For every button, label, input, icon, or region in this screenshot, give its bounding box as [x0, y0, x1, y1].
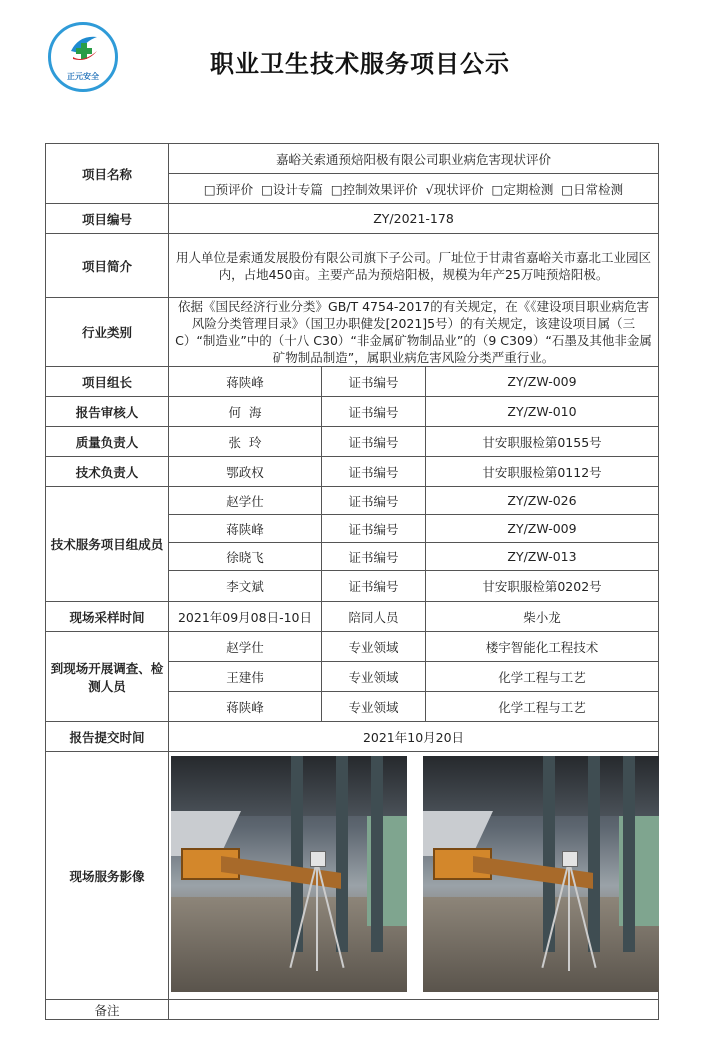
project-no-label: 项目编号	[46, 204, 169, 234]
remark-value	[169, 1000, 659, 1020]
project-name: 嘉峪关索通预焙阳极有限公司职业病危害现状评价	[169, 144, 659, 174]
cert-label: 证书编号	[322, 397, 426, 427]
surveyor-field: 楼宇智能化工程技术	[426, 632, 659, 662]
cert-label: 证书编号	[322, 367, 426, 397]
reviewer-label: 报告审核人	[46, 397, 169, 427]
surveyor-field: 化学工程与工艺	[426, 662, 659, 692]
leader-label: 项目组长	[46, 367, 169, 397]
photo-label: 现场服务影像	[46, 752, 169, 1000]
submit-date: 2021年10月20日	[169, 722, 659, 752]
tech-name: 鄂政权	[169, 457, 322, 487]
leader-cert: ZY/ZW-009	[426, 367, 659, 397]
project-no: ZY/2021-178	[169, 204, 659, 234]
site-photo	[171, 756, 407, 992]
tech-cert: 甘安职服检第0112号	[426, 457, 659, 487]
member-name: 蒋陕峰	[169, 515, 322, 543]
surveyor-name: 蒋陕峰	[169, 692, 322, 722]
page-title: 职业卫生技术服务项目公示	[210, 50, 510, 78]
site-photo	[423, 756, 659, 992]
info-table	[45, 143, 659, 1020]
member-cert: ZY/ZW-013	[426, 543, 659, 571]
members-label: 技术服务项目组成员	[46, 487, 169, 602]
surveyor-name: 赵学仕	[169, 632, 322, 662]
member-name: 赵学仕	[169, 487, 322, 515]
submit-label: 报告提交时间	[46, 722, 169, 752]
quality-name: 张 玲	[169, 427, 322, 457]
surveyor-field: 化学工程与工艺	[426, 692, 659, 722]
surveyor-name: 王建伟	[169, 662, 322, 692]
cert-label: 证书编号	[322, 571, 426, 602]
member-name: 李文斌	[169, 571, 322, 602]
logo-text: 正元安全	[67, 72, 99, 81]
cert-label: 证书编号	[322, 427, 426, 457]
member-name: 徐晓飞	[169, 543, 322, 571]
field-label: 专业领域	[322, 662, 426, 692]
leader-name: 蒋陕峰	[169, 367, 322, 397]
project-types: □预评价 □设计专篇 □控制效果评价 √现状评价 □定期检测 □日常检测	[169, 174, 659, 204]
member-cert: ZY/ZW-009	[426, 515, 659, 543]
cert-label: 证书编号	[322, 515, 426, 543]
remark-label: 备注	[46, 1000, 169, 1020]
quality-label: 质量负责人	[46, 427, 169, 457]
industry-label: 行业类别	[46, 298, 169, 367]
field-label: 专业领域	[322, 692, 426, 722]
industry-text: 依据《国民经济行业分类》GB/T 4754-2017的有关规定，在《《建设项目职业病危害风险分类管理目录》（国卫办职健发[2021]5号）的有关规定，该建设项目属（三 C）“制造业”中的（十八 C30）“非金属矿物制品业”的（9 C309）“石墨及其他非金属矿物制品制造”，属职业病危害风险分类严重行业。	[169, 298, 659, 367]
reviewer-name: 何 海	[169, 397, 322, 427]
companion-label: 陪同人员	[322, 602, 426, 632]
companion-name: 柴小龙	[426, 602, 659, 632]
quality-cert: 甘安职服检第0155号	[426, 427, 659, 457]
tech-label: 技术负责人	[46, 457, 169, 487]
reviewer-cert: ZY/ZW-010	[426, 397, 659, 427]
project-intro: 用人单位是索通发展股份有限公司旗下子公司。厂址位于甘肃省嘉峪关市嘉北工业园区内，占地450亩。主要产品为预焙阳极，规模为年产25万吨预焙阳极。	[169, 234, 659, 298]
cert-label: 证书编号	[322, 543, 426, 571]
intro-label: 项目简介	[46, 234, 169, 298]
cert-label: 证书编号	[322, 487, 426, 515]
survey-label: 到现场开展调查、检测人员	[46, 632, 169, 722]
member-cert: 甘安职服检第0202号	[426, 571, 659, 602]
project-name-label: 项目名称	[46, 144, 169, 204]
sampling-time: 2021年09月08日-10日	[169, 602, 322, 632]
field-label: 专业领域	[322, 632, 426, 662]
cert-label: 证书编号	[322, 457, 426, 487]
sampling-label: 现场采样时间	[46, 602, 169, 632]
member-cert: ZY/ZW-026	[426, 487, 659, 515]
